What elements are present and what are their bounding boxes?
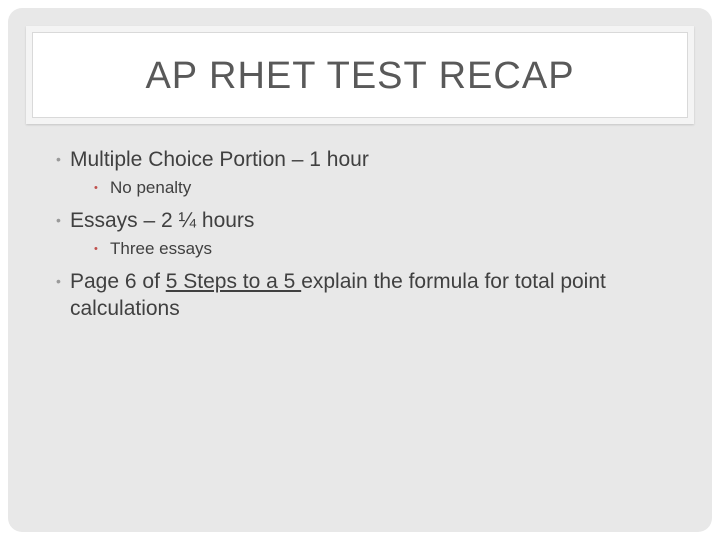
list-item-text: Essays – 2 ¼ hours xyxy=(70,209,255,232)
title-box xyxy=(32,32,688,118)
book-title-underlined: 5 Steps to a 5 xyxy=(165,270,302,293)
list-item-essays xyxy=(50,207,690,260)
sub-item-text: No penalty xyxy=(110,178,192,197)
bullet-list xyxy=(50,146,690,322)
sub-bullet-icon: • xyxy=(94,182,98,194)
sub-bullet-icon: • xyxy=(94,243,98,255)
list-item-multiple-choice xyxy=(50,146,690,199)
list-item-page-six xyxy=(50,268,690,322)
bullet-icon: • xyxy=(56,151,61,167)
list-item-text: Multiple Choice Portion – 1 hour xyxy=(70,148,369,171)
title-frame xyxy=(26,26,694,124)
list-item-text-before: Page 6 of xyxy=(70,270,166,293)
bullet-icon: • xyxy=(56,273,61,289)
sub-bullet-list xyxy=(70,238,690,260)
sub-item-no-penalty xyxy=(92,177,690,199)
content-area xyxy=(50,146,690,330)
slide xyxy=(8,8,712,532)
bullet-icon: • xyxy=(56,212,61,228)
slide-title: AP RHET TEST RECAP xyxy=(145,55,575,97)
sub-bullet-list xyxy=(70,177,690,199)
sub-item-three-essays xyxy=(92,238,690,260)
list-item-text-after: explain the formula for total point calculations xyxy=(70,270,606,320)
sub-item-text: Three essays xyxy=(110,239,213,258)
